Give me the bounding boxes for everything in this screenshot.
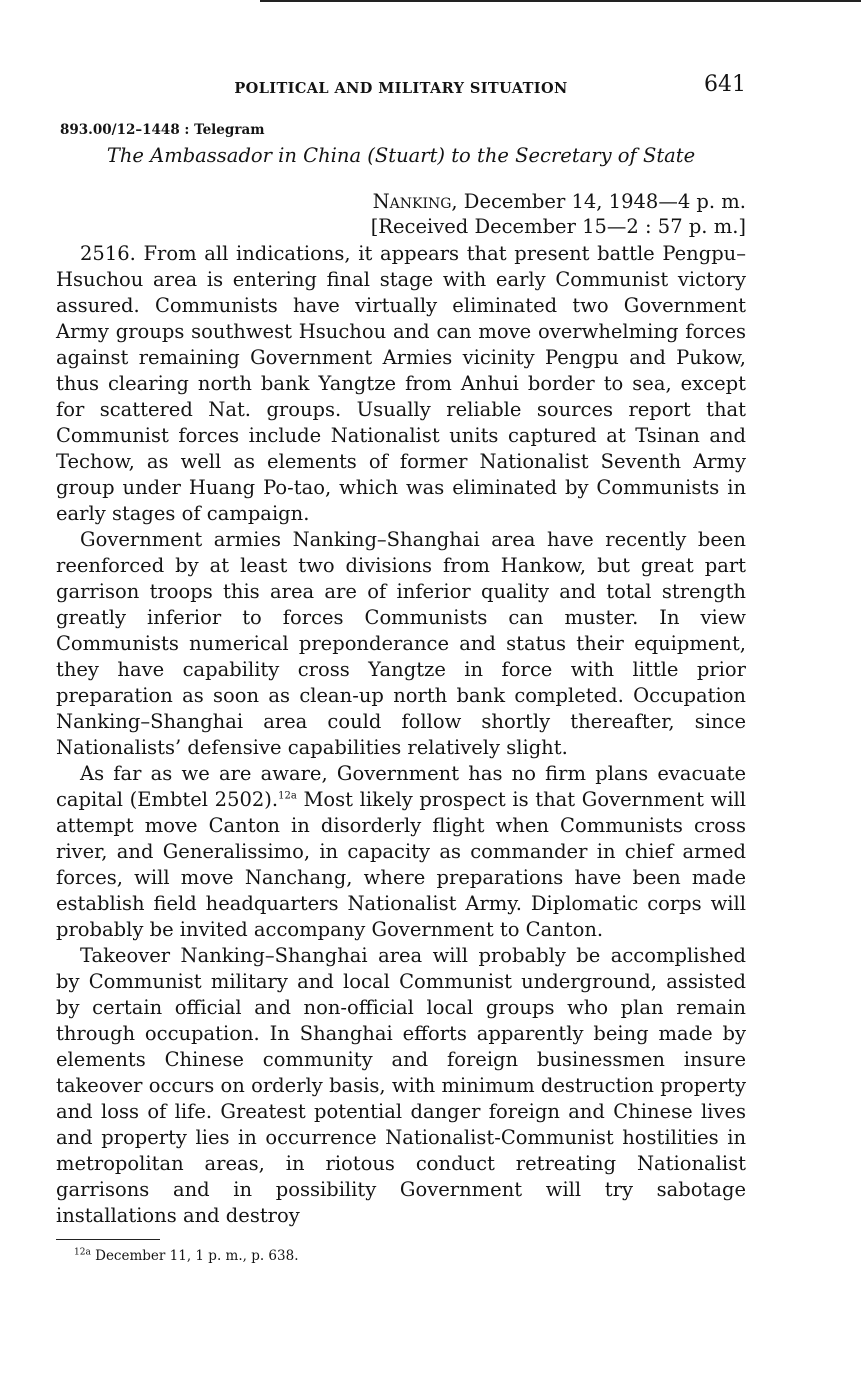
footnote-text: December 11, 1 p. m., p. 638. — [90, 1248, 299, 1264]
file-reference: 893.00/12–1448 : Telegram — [60, 122, 265, 138]
telegram-body — [56, 241, 746, 1229]
footnote-rule — [56, 1239, 160, 1240]
paragraph-1: 2516. From all indications, it appears that present battle Pengpu–Hsuchou area is entering final stage with early Communist victory assured. Communists have virtually eliminated two Government Army groups southwest Hsuchou and can move overwhelming forces against remaining Government Armies vicinity Pengpu and Pukow, thus clearing north bank Yangtze from Anhui border to sea, except for scattered Nat. groups. Usually reliable sources report that Communist forces include Nationalist units captured at Tsinan and Techow, as well as elements of former Nationalist Seventh Army group under Huang Po-tao, which was eliminated by Communists in early stages of campaign. — [56, 242, 746, 525]
running-head: POLITICAL AND MILITARY SITUATION — [234, 80, 568, 97]
dateline-received: [Received December 15—2 : 57 p. m.] — [370, 215, 746, 238]
dateline-place: Nanking, — [372, 190, 458, 213]
document-title: The Ambassador in China (Stuart) to the Secretary of State — [106, 144, 696, 167]
paragraph-3-after: Most likely prospect is that Government will attempt move Canton in disorderly flight when Communists cross river, and Generalissimo, in capacity as commander in chief armed forces, will move Nanchang, where preparations have been made establish field headquarters Nationalist Army. Diplomatic corps will probably be invited accompany Government to Canton. — [56, 788, 746, 941]
paragraph-3-before: As far as we are aware, Government has no firm plans evacuate capital (Embtel 2502). — [56, 762, 746, 811]
footnote-marker: 12a — [74, 1247, 91, 1258]
page-header — [56, 72, 746, 108]
paragraph-3 — [56, 761, 746, 943]
footnote-reference: 12a — [278, 790, 297, 802]
dateline — [56, 189, 746, 239]
dateline-date: December 14, 1948—4 p. m. — [457, 190, 746, 213]
paragraph-4: Takeover Nanking–Shanghai area will probably be accomplished by Communist military and local Communist underground, assisted by certain official and non-official local groups who plan remain through occupation. In Shanghai efforts apparently being made by elements Chinese community and foreign businessmen insure takeover occurs on orderly basis, with minimum destruction property and loss of life. Greatest potential danger foreign and Chinese lives and property lies in occurrence Nationalist-Communist hostilities in metropolitan areas, in riotous conduct retreating Nationalist garrisons and in possibility Government will try sabotage installations and destroy — [56, 944, 746, 1227]
dateline-sent — [56, 189, 746, 214]
paragraph-2: Government armies Nanking–Shanghai area have recently been reenforced by at least two divisions from Hankow, but great part garrison troops this area are of inferior quality and total strength greatly inferior to forces Communists can muster. In view Communists numerical preponderance and status their equipment, they have capability cross Yangtze in force with little prior preparation as soon as clean-up north bank completed. Occupation Nanking–Shanghai area could follow shortly thereafter, since Nationalists’ defensive capabilities relatively slight. — [56, 528, 746, 759]
page-number: 641 — [704, 72, 746, 97]
page — [56, 72, 746, 1264]
top-edge-rule — [260, 0, 861, 2]
footnote — [74, 1248, 746, 1264]
